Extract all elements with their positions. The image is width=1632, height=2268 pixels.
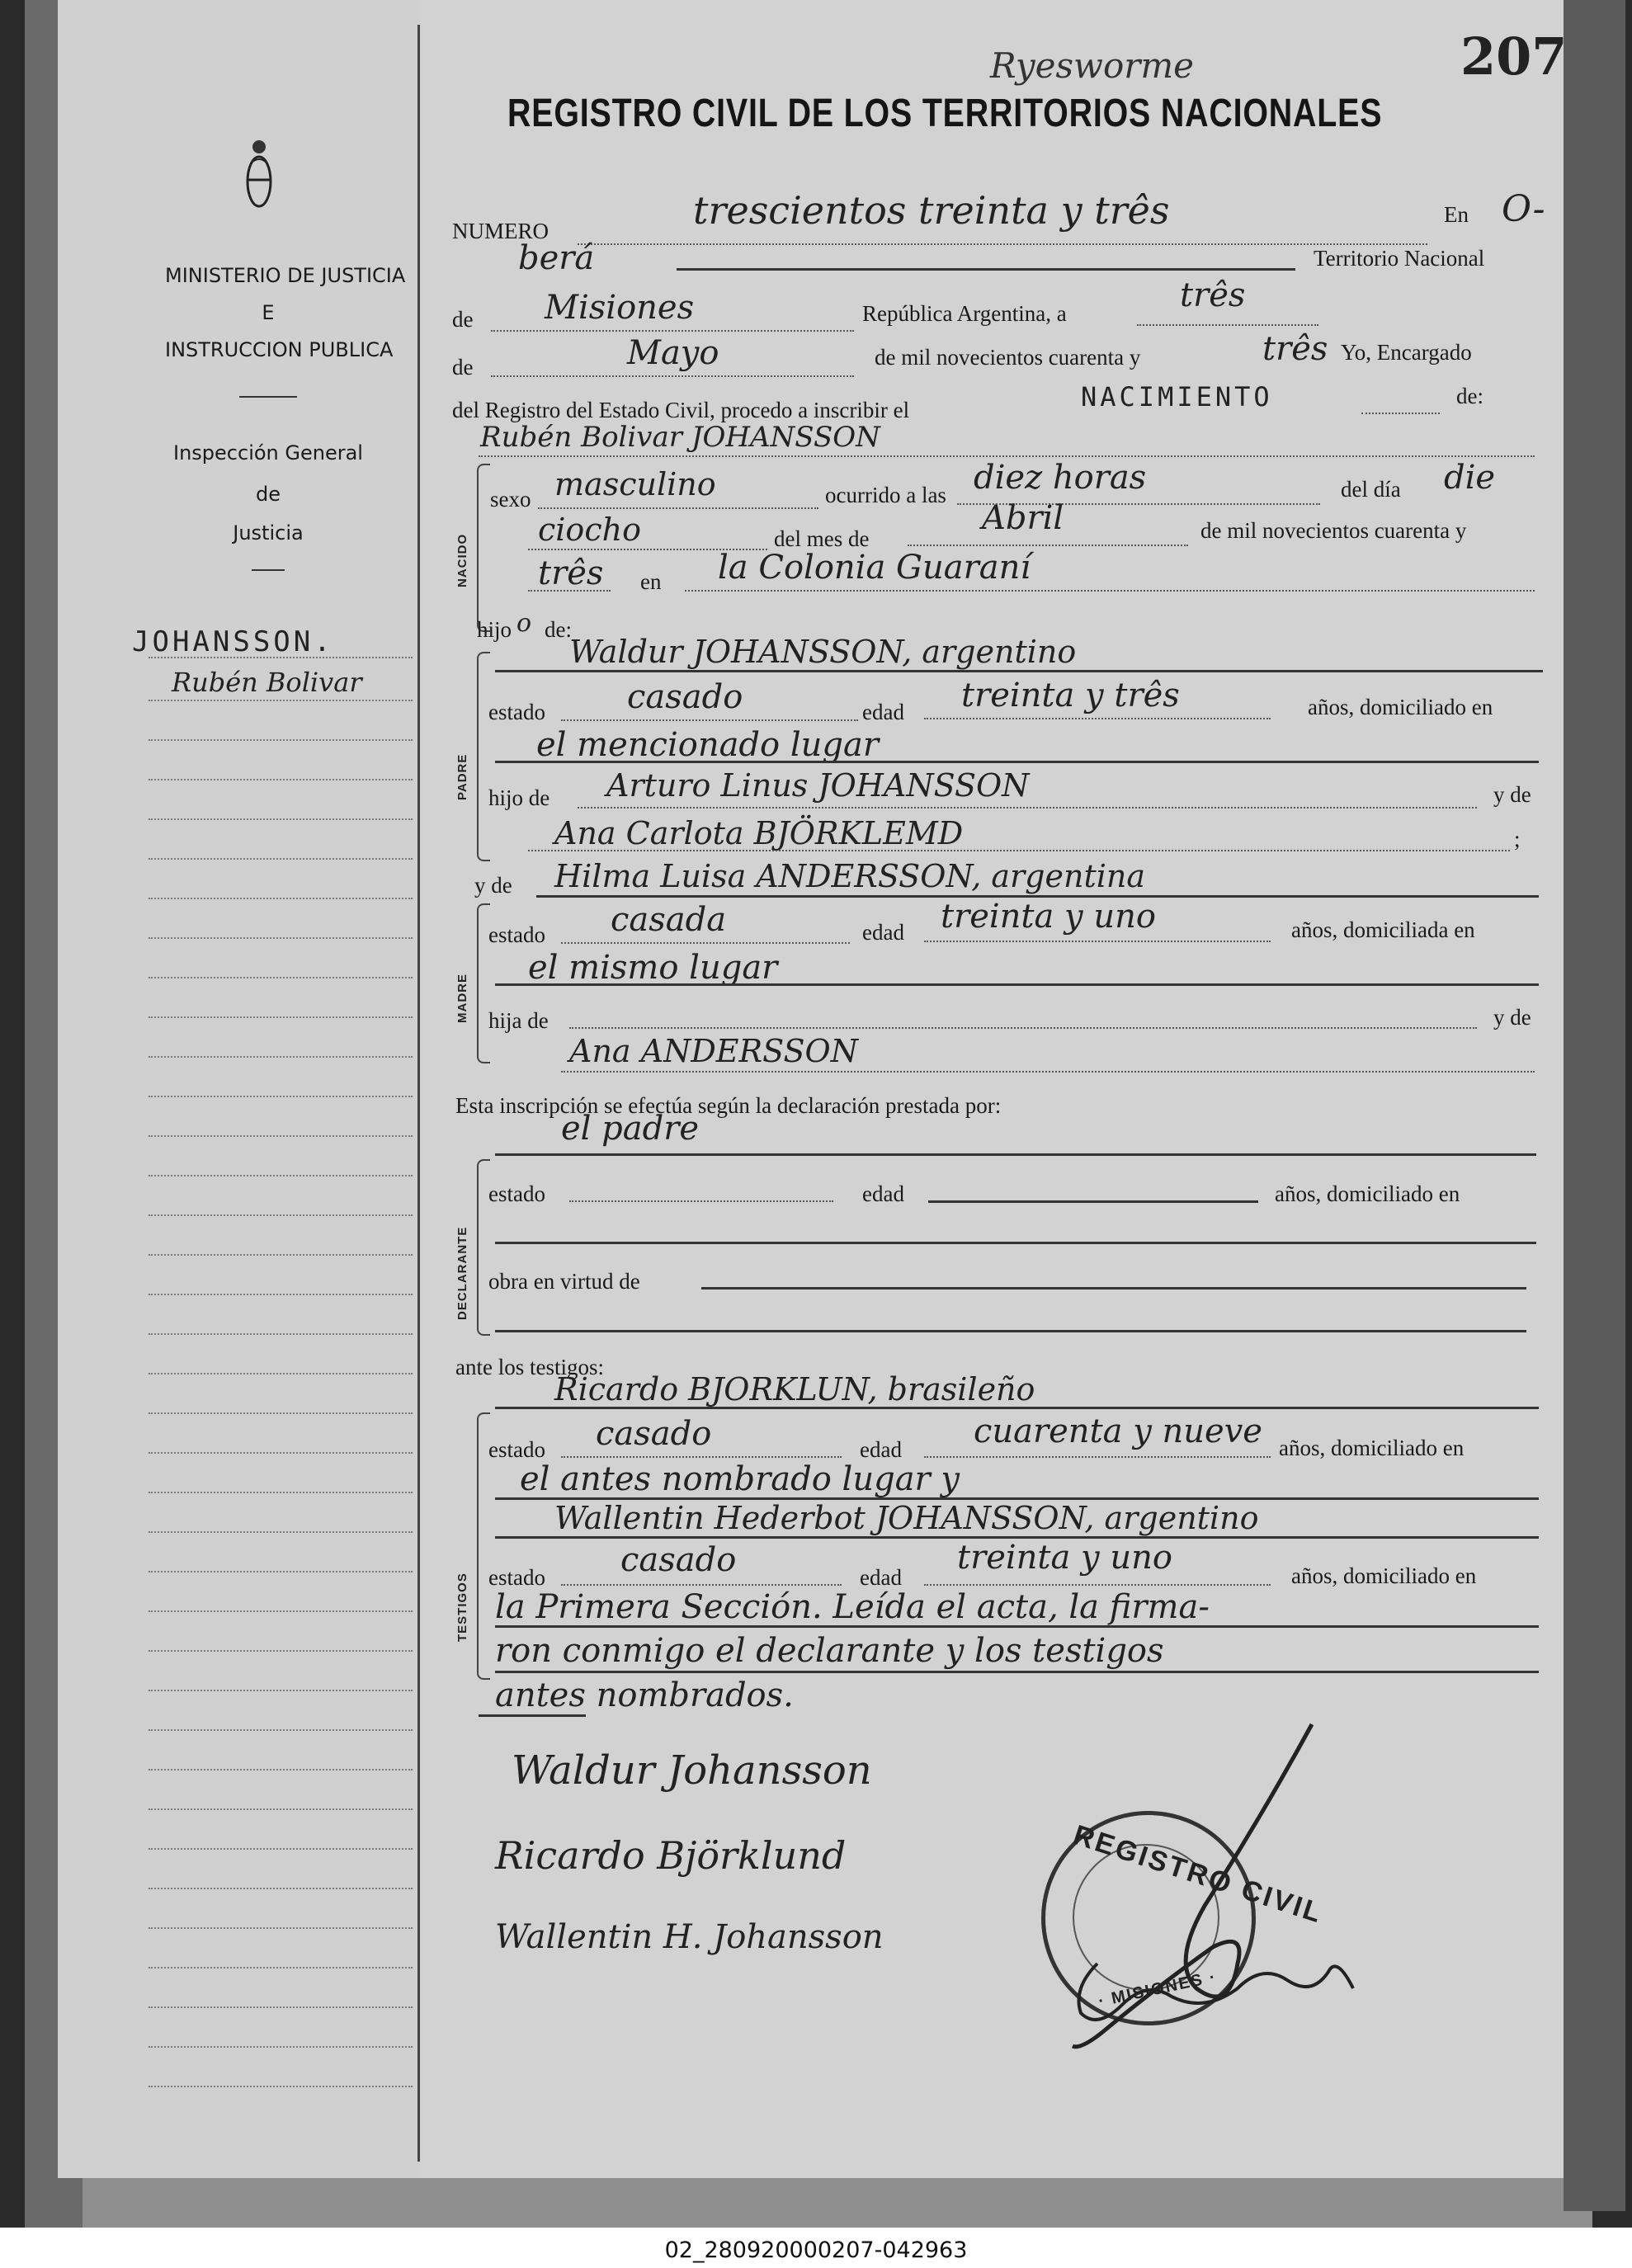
padre-edad-label: edad [862,700,904,724]
declarante-estado-label: estado [488,1181,545,1206]
de-label-2: de [452,355,474,380]
padre-section-label: PADRE [455,753,469,800]
sexo-line [538,507,818,509]
testigos-section-label: TESTIGOS [455,1573,469,1642]
testigo1-domicilio-label: años, domiciliado en [1279,1436,1465,1460]
de-colon-label: de: [1456,384,1483,408]
testigo2-edad-label: edad [860,1565,902,1590]
hijo-suffix: o [516,609,532,638]
declarante-intro-label: Esta inscripción se efectúa según la declaración prestada por: [455,1093,1002,1118]
inspection-line-3: Justicia [233,521,304,545]
closing-line-2: antes nombrados. [495,1676,794,1714]
madre-madre-value: Ana ANDERSSON [569,1033,858,1069]
declarante-obra-label: obra en virtud de [488,1269,640,1294]
de-label: de [452,307,474,332]
madre-edad-value: treinta y uno [941,898,1156,936]
day-value: três [1180,276,1246,314]
image-identifier: 02_280920000207-042963 [664,2237,968,2263]
madre-edad-label: edad [862,920,904,945]
padre-padre-line [578,807,1477,809]
hijo-de-label: de: [545,617,572,642]
ocurrido-label: ocurrido a las [825,483,946,507]
padre-nombre-value: Waldur JOHANSSON, argentino [569,634,1077,670]
padre-estado-line [561,719,858,721]
lugar-line [685,590,1535,592]
declarante-domicilio-line [495,1242,1536,1244]
place-fill-line [677,268,1295,271]
anio-line [528,590,611,592]
left-margin-column [58,0,421,2178]
declarante-section-label: DECLARANTE [455,1226,469,1320]
registrar-signature [990,1716,1361,2063]
madre-estado-line [561,942,850,944]
sidebar-given-name: Rubén Bolivar [172,667,362,698]
padre-domicilio-value: el mencionado lugar [536,726,879,764]
place-part-2: berá [518,239,595,277]
testigo2-edad-line [924,1584,1271,1586]
signature-declarant: Waldur Johansson [512,1747,872,1794]
numero-value: trescientos treinta y três [693,188,1170,233]
padre-padre-value: Arturo Linus JOHANSSON [606,767,1030,804]
madre-madre-line [561,1071,1535,1073]
testigo1-domicilio-value: el antes nombrado lugar y [520,1460,960,1498]
anio-label: de mil novecientos cuarenta y [1200,518,1467,543]
testigo2-nombre-value: Wallentin Hederbot JOHANSSON, argentino [554,1500,1259,1536]
testigo1-edad-line [924,1456,1271,1458]
lugar-value: la Colonia Guaraní [718,549,1031,587]
sexo-label: sexo [490,487,531,512]
padre-nombre-line [495,670,1543,672]
padre-bracket [477,652,490,861]
declarante-estado-line [569,1200,833,1202]
republica-label: República Argentina, a [862,301,1067,326]
place-part-1: O- [1502,188,1545,230]
madre-estado-value: casada [611,901,727,939]
child-name-line [479,455,1535,457]
testigo2-estado-line [561,1584,842,1586]
declarante-obra-line-2 [495,1330,1526,1332]
declarante-domicilio-label: años, domiciliado en [1275,1181,1460,1206]
padre-estado-label: estado [488,700,545,724]
inspection-line-2: de [256,483,281,506]
madre-nombre-value: Hilma Luisa ANDERSSON, argentina [554,858,1146,894]
inspection-line-1: Inspección General [173,441,363,464]
mes-label: del mes de [774,526,870,551]
madre-y-de-label: y de [474,873,512,898]
dia-part-2: ciocho [538,512,641,548]
madre-y-de-label-2: y de [1493,1005,1531,1030]
testigo1-estado-line [561,1456,842,1458]
padre-hijo-de-label: hijo de [488,785,550,810]
year-label: de mil novecientos cuarenta y [875,345,1141,370]
anio-value: três [538,554,604,592]
padre-semicolon: ; [1514,827,1521,851]
stamp-top-text: REGISTRO CIVIL [1069,1819,1328,1930]
header-scratch-note: Ryesworme [990,45,1195,86]
encargado-label: Yo, Encargado [1341,340,1472,365]
padre-domicilio-line [495,761,1539,763]
padre-edad-value: treinta y três [961,677,1180,714]
month-line [491,375,854,377]
madre-domicilio-value: el mismo lugar [528,949,778,987]
territorio-label: Territorio Nacional [1314,246,1485,271]
madre-domicilio-label: años, domiciliada en [1291,917,1475,942]
signature-witness-2: Wallentin H. Johansson [495,1918,884,1956]
stamp-bottom-text: · MISIONES · [1097,1968,1219,2011]
testigo1-estado-value: casado [596,1415,712,1453]
testigo2-edad-value: treinta y uno [957,1539,1172,1577]
testigos-intro-label: ante los testigos: [455,1355,604,1379]
padre-estado-value: casado [627,678,743,716]
madre-section-label: MADRE [455,974,469,1023]
sidebar-surname: JOHANSSON. [132,625,334,658]
padre-madre-line [528,850,1510,851]
declarante-nombre-line [495,1153,1536,1156]
territory-value: Misiones [545,289,695,327]
testigo1-edad-label: edad [860,1437,902,1462]
ministry-line-2: E [262,301,275,324]
child-name-value: Rubén Bolivar JOHANSSON [480,421,880,454]
sexo-value: masculino [554,466,716,502]
testigo2-domicilio-value: la Primera Sección. Leída el acta, la firma- [495,1588,1210,1626]
act-type-value: NACIMIENTO [1081,381,1273,413]
nacido-en-label: en [640,569,662,594]
ministry-line-1: MINISTERIO DE JUSTICIA [165,264,406,287]
hijo-label: hijo [477,617,512,642]
nacido-bracket [477,464,490,632]
nacido-section-label: NACIDO [455,533,469,587]
declarante-obra-line [701,1287,1526,1290]
numero-label: NUMERO [452,219,550,243]
testigo2-estado-label: estado [488,1565,545,1590]
territory-line [491,330,854,332]
madre-edad-line [924,941,1271,942]
dia-part-1: die [1444,459,1496,497]
testigo1-estado-label: estado [488,1437,545,1462]
registro-label: del Registro del Estado Civil, procedo a inscribir el [452,398,910,422]
mes-value: Abril [982,499,1064,537]
testigo1-nombre-value: Ricardo BJORKLUN, brasileño [554,1371,1035,1407]
testigo2-domicilio-line [495,1625,1539,1628]
closing-line-1: ron conmigo el declarante y los testigos [495,1632,1164,1670]
testigo2-estado-value: casado [620,1541,737,1579]
month-value: Mayo [627,334,719,372]
declarante-edad-line [928,1200,1258,1203]
page-title: REGISTRO CIVIL DE LOS TERRITORIOS NACIONALES [507,92,1383,135]
padre-domicilio-label: años, domiciliado en [1308,695,1493,719]
del-dia-label: del día [1341,477,1401,502]
year-value: três [1262,330,1328,368]
padre-edad-line [924,718,1271,719]
coat-of-arms-icon [246,139,272,213]
madre-hija-de-label: hija de [488,1008,549,1033]
day-line [1137,324,1318,326]
column-divider [417,25,420,2162]
closing-line-1-rule [495,1671,1539,1673]
testigo1-edad-value: cuarenta y nueve [974,1412,1262,1450]
madre-domicilio-line [495,983,1539,986]
closing-line-2-rule [479,1714,586,1717]
padre-y-de-label: y de [1493,782,1531,807]
signature-witness-1: Ricardo Björklund [495,1833,847,1878]
declarante-nombre-value: el padre [561,1110,700,1148]
testigo1-nombre-line [495,1407,1539,1409]
page-edge [1564,0,1625,2211]
act-type-line [1361,413,1440,414]
hora-value: diez horas [974,459,1147,497]
ministry-line-3: INSTRUCCION PUBLICA [165,338,394,361]
padre-madre-value: Ana Carlota BJÖRKLEMD [554,815,964,851]
en-label: En [1444,202,1469,227]
page-number: 207 [1460,26,1568,87]
madre-hija-de-line [569,1027,1477,1029]
mes-line [908,545,1188,546]
testigo2-domicilio-label: años, domiciliado en [1291,1563,1477,1588]
sidebar-separator [239,396,297,398]
numero-line [578,243,1427,245]
sidebar-separator-2 [252,569,285,571]
madre-estado-label: estado [488,922,545,947]
declarante-edad-label: edad [862,1181,904,1206]
